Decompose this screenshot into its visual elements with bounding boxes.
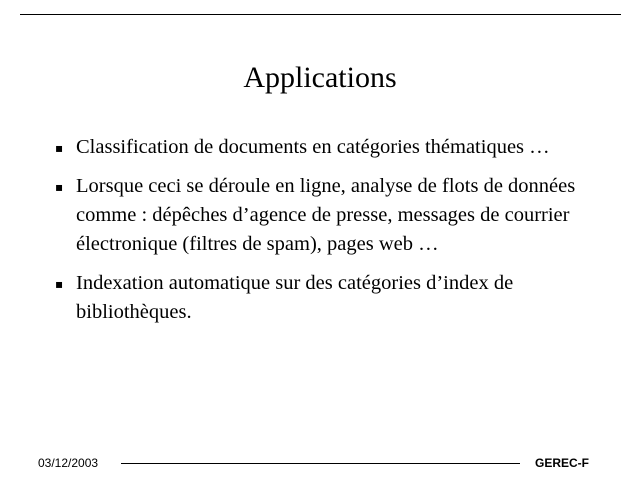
square-bullet-icon: ▪ [55, 141, 64, 155]
bullet-item [40, 133, 600, 162]
bullet-item [40, 172, 600, 259]
footer-organization: GEREC-F [535, 456, 589, 470]
bullet-list [40, 133, 600, 337]
bullet-text: Indexation automatique sur des catégories d’index de bibliothèques. [76, 272, 514, 323]
footer-divider [121, 463, 520, 464]
top-divider [20, 14, 621, 15]
bullet-text: Lorsque ceci se déroule en ligne, analyse de flots de données comme : dépêches d’agence de presse, messages de courrier électronique (filtres de spam), pages web … [76, 175, 576, 255]
footer-date: 03/12/2003 [38, 456, 99, 470]
slide-title: Applications [243, 61, 397, 94]
bullet-item [40, 269, 600, 327]
square-bullet-icon: ▪ [55, 180, 64, 194]
square-bullet-icon: ▪ [55, 277, 64, 291]
bullet-text: Classification de documents en catégories thématiques … [76, 136, 550, 158]
